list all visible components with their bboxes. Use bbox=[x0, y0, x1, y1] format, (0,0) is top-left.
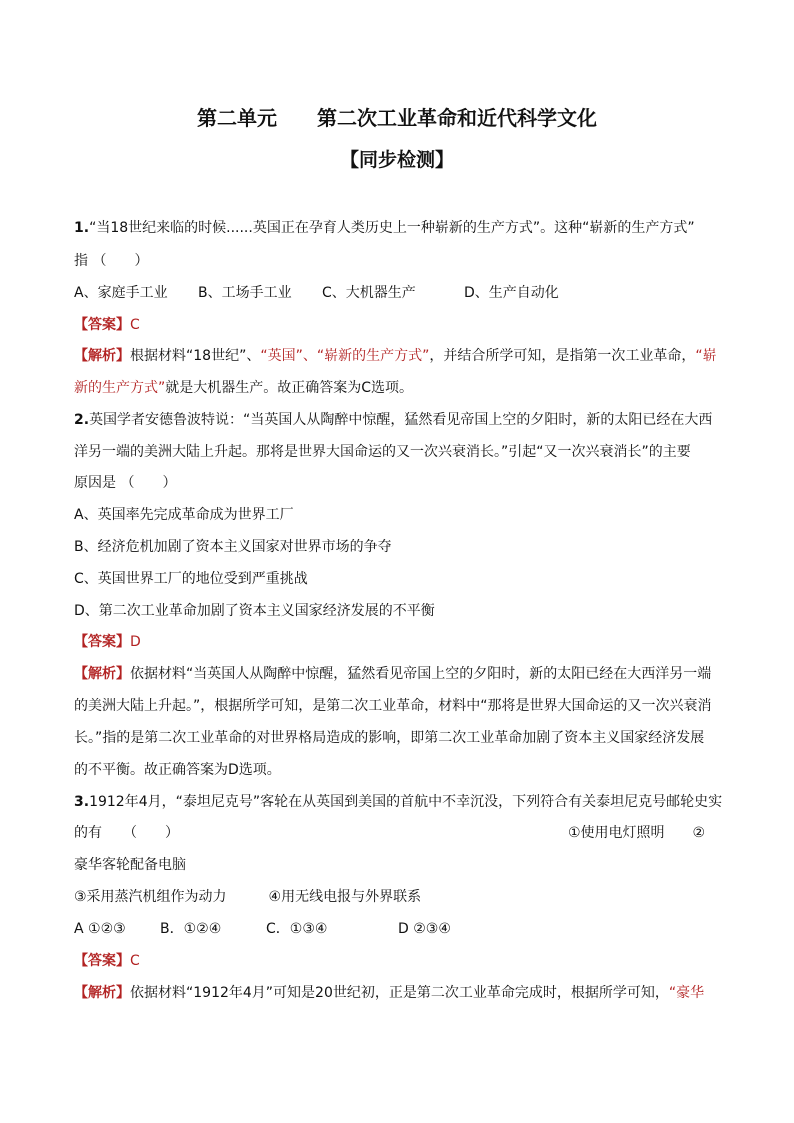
q2-analysis-line3: 长。”指的是第二次工业革命的对世界格局造成的影响，即第二次工业革命加剧了资本主义国家经济发展 bbox=[74, 730, 705, 746]
unit-title: 第二次工业革命和近代科学文化 bbox=[317, 106, 597, 130]
q1-stem-line2: 指 （ ） bbox=[74, 253, 149, 269]
q2-number: 2. bbox=[74, 412, 90, 428]
analysis-tag: 【解析】 bbox=[74, 348, 130, 364]
q3-stem-line3: 豪华客轮配备电脑 bbox=[74, 857, 186, 873]
q3-answer-value: C bbox=[130, 953, 140, 969]
answer-tag: 【答案】 bbox=[74, 634, 130, 650]
q2-option-a: A、英国率先完成革命成为世界工厂 bbox=[74, 507, 294, 523]
answer-tag: 【答案】 bbox=[74, 317, 130, 333]
unit-label: 第二单元 bbox=[197, 106, 277, 130]
answer-tag: 【答案】 bbox=[74, 953, 130, 969]
q3-option-d: D ②③④ bbox=[398, 921, 451, 937]
q2-stem-line2: 洋另一端的美洲大陆上升起。那将是世界大国命运的又一次兴衰消长。”引起“又一次兴衰消长”的主要 bbox=[74, 444, 691, 460]
q1-option-b: B、工场手工业 bbox=[198, 285, 292, 301]
q2-option-d: D、第二次工业革命加剧了资本主义国家经济发展的不平衡 bbox=[74, 603, 435, 619]
q3-option-a: A ①②③ bbox=[74, 921, 126, 937]
q3-options bbox=[74, 919, 724, 939]
q1-option-a: A、家庭手工业 bbox=[74, 285, 168, 301]
q3-items-line: ③采用蒸汽机组作为动力 ④用无线电报与外界联系 bbox=[74, 889, 422, 905]
q2-analysis-line2: 的美洲大陆上升起。”，根据所学可知，是第二次工业革命，材料中“那将是世界大国命运的又一次兴衰消 bbox=[74, 698, 712, 714]
page-subtitle: 【同步检测】 bbox=[339, 149, 454, 171]
q3-option-b: B．①②④ bbox=[160, 921, 222, 937]
q3-answer bbox=[74, 951, 724, 971]
q2-analysis-line4: 的不平衡。故正确答案为D选项。 bbox=[74, 762, 281, 778]
q2-stem-line1: 2.英国学者安德鲁波特说：“当英国人从陶醉中惊醒，猛然看见帝国上空的夕阳时，新的太阳已经在大西 bbox=[74, 412, 713, 428]
q1-stem-line1: 1.“当18世纪来临的时候......英国正在孕育人类历史上一种崭新的生产方式”。这种“崭新的生产方式” bbox=[74, 220, 695, 236]
q3-option-c: C．①③④ bbox=[266, 921, 328, 937]
q2-answer bbox=[74, 632, 724, 652]
q3-number: 3. bbox=[74, 794, 90, 810]
page-title bbox=[0, 102, 794, 131]
analysis-tag: 【解析】 bbox=[74, 985, 130, 1001]
q1-analysis-line1: 【解析】根据材料“18世纪”、“英国”、“崭新的生产方式”，并结合所学可知，是指第一次工业革命，“崭 bbox=[74, 348, 717, 364]
q1-answer-value: C bbox=[130, 317, 140, 333]
q2-analysis-line1: 【解析】依据材料“当英国人从陶醉中惊醒，猛然看见帝国上空的夕阳时，新的太阳已经在大西洋另一端 bbox=[74, 666, 712, 682]
analysis-tag: 【解析】 bbox=[74, 666, 130, 682]
q1-number: 1. bbox=[74, 220, 90, 236]
q3-stem-line1: 3.1912年4月，“泰坦尼克号”客轮在从英国到美国的首航中不幸沉没，下列符合有关泰坦尼克号邮轮史实 bbox=[74, 794, 723, 810]
q1-option-d: D、生产自动化 bbox=[464, 285, 559, 301]
q1-option-c: C、大机器生产 bbox=[322, 285, 416, 301]
q1-answer bbox=[74, 315, 724, 335]
q2-option-c: C、英国世界工厂的地位受到严重挑战 bbox=[74, 571, 308, 587]
q2-answer-value: D bbox=[130, 634, 141, 650]
q3-stem-line2: 的有 （ ） ①使用电灯照明 ② bbox=[74, 825, 706, 841]
q3-analysis-line1: 【解析】依据材料“1912年4月”可知是20世纪初，正是第二次工业革命完成时，根据所学可知，“豪华 bbox=[74, 985, 705, 1001]
q2-stem-line3: 原因是 （ ） bbox=[74, 475, 177, 491]
q1-options bbox=[74, 283, 724, 303]
q1-analysis-line2: 新的生产方式”就是大机器生产。故正确答案为C选项。 bbox=[74, 380, 414, 396]
q2-option-b: B、经济危机加剧了资本主义国家对世界市场的争夺 bbox=[74, 539, 392, 555]
